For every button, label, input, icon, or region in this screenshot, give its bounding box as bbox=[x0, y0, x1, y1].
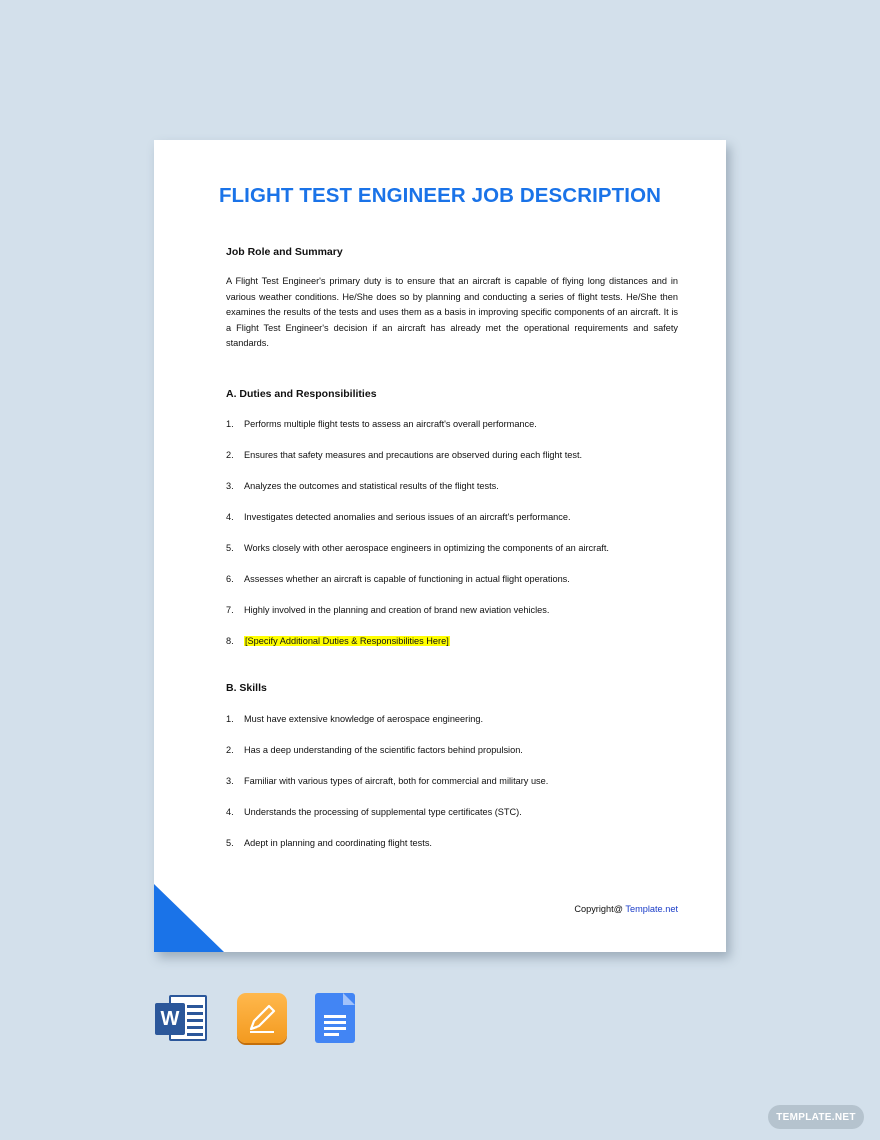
item-text: Familiar with various types of aircraft, both for commercial and military use. bbox=[244, 776, 549, 786]
item-number: 4. bbox=[226, 512, 234, 522]
skills-heading: B. Skills bbox=[226, 682, 267, 694]
app-icons bbox=[155, 993, 355, 1045]
word-letter: W bbox=[155, 1003, 185, 1035]
page-fold bbox=[343, 993, 355, 1005]
list-item bbox=[226, 450, 678, 481]
item-number: 5. bbox=[226, 543, 234, 553]
item-text: Investigates detected anomalies and serious issues of an aircraft's performance. bbox=[244, 512, 571, 522]
list-item bbox=[226, 714, 678, 745]
template-net-watermark: TEMPLATE.NET bbox=[768, 1105, 864, 1129]
item-text: Must have extensive knowledge of aerospace engineering. bbox=[244, 714, 484, 724]
item-number: 4. bbox=[226, 807, 234, 817]
list-item bbox=[226, 745, 678, 776]
item-number: 8. bbox=[226, 636, 234, 646]
duties-list bbox=[226, 419, 678, 667]
copyright-line bbox=[574, 904, 678, 914]
item-text: Adept in planning and coordinating flight tests. bbox=[244, 838, 432, 848]
document-title: FLIGHT TEST ENGINEER JOB DESCRIPTION bbox=[218, 184, 662, 207]
skills-list bbox=[226, 714, 678, 869]
list-item bbox=[226, 605, 678, 636]
item-number: 1. bbox=[226, 714, 234, 724]
item-text: Works closely with other aerospace engineers in optimizing the components of an aircraft. bbox=[244, 543, 609, 553]
document-content bbox=[226, 246, 678, 848]
summary-paragraph: A Flight Test Engineer's primary duty is to ensure that an aircraft is capable of flying long distances and in various weather conditions. He/She does so by planning and conducting a series of flight tests. He/She then examines the results of the tests and uses them as a basis in improving specific components of an aircraft. It is a Flight Test Engineer's decision if an aircraft has already met the operational requirements and safety standards. bbox=[226, 276, 678, 349]
item-number: 3. bbox=[226, 481, 234, 491]
item-text: Ensures that safety measures and precautions are observed during each flight test. bbox=[244, 450, 583, 460]
google-docs-icon[interactable] bbox=[315, 993, 355, 1043]
placeholder-highlight[interactable]: [Specify Additional Duties & Responsibilities Here] bbox=[245, 636, 449, 646]
list-item bbox=[226, 776, 678, 807]
document-page bbox=[154, 140, 726, 952]
item-number: 5. bbox=[226, 838, 234, 848]
item-number: 3. bbox=[226, 776, 234, 786]
list-item bbox=[226, 838, 678, 869]
list-item bbox=[226, 543, 678, 574]
item-text: Analyzes the outcomes and statistical results of the flight tests. bbox=[244, 481, 499, 491]
item-number: 2. bbox=[226, 745, 234, 755]
list-item bbox=[226, 481, 678, 512]
list-item bbox=[226, 807, 678, 838]
corner-triangle-decoration bbox=[154, 884, 224, 952]
item-number: 1. bbox=[226, 419, 234, 429]
item-text: Assesses whether an aircraft is capable of functioning in actual flight operations. bbox=[244, 574, 570, 584]
copyright-prefix: Copyright@ bbox=[574, 904, 626, 914]
item-number: 6. bbox=[226, 574, 234, 584]
pen-icon bbox=[245, 1001, 279, 1035]
item-number: 2. bbox=[226, 450, 234, 460]
item-text: Performs multiple flight tests to assess an aircraft's overall performance. bbox=[244, 419, 537, 429]
item-number: 7. bbox=[226, 605, 234, 615]
item-text: Highly involved in the planning and creation of brand new aviation vehicles. bbox=[244, 605, 550, 615]
template-link[interactable]: Template.net bbox=[625, 904, 678, 914]
item-text: Understands the processing of supplemental type certificates (STC). bbox=[244, 807, 522, 817]
role-heading: Job Role and Summary bbox=[226, 246, 343, 258]
item-text: Has a deep understanding of the scientific factors behind propulsion. bbox=[244, 745, 523, 755]
duties-heading: A. Duties and Responsibilities bbox=[226, 388, 377, 400]
list-item bbox=[226, 574, 678, 605]
list-item bbox=[226, 636, 678, 667]
list-item bbox=[226, 512, 678, 543]
word-icon[interactable] bbox=[155, 993, 209, 1045]
pages-icon[interactable] bbox=[237, 993, 287, 1043]
list-item bbox=[226, 419, 678, 450]
